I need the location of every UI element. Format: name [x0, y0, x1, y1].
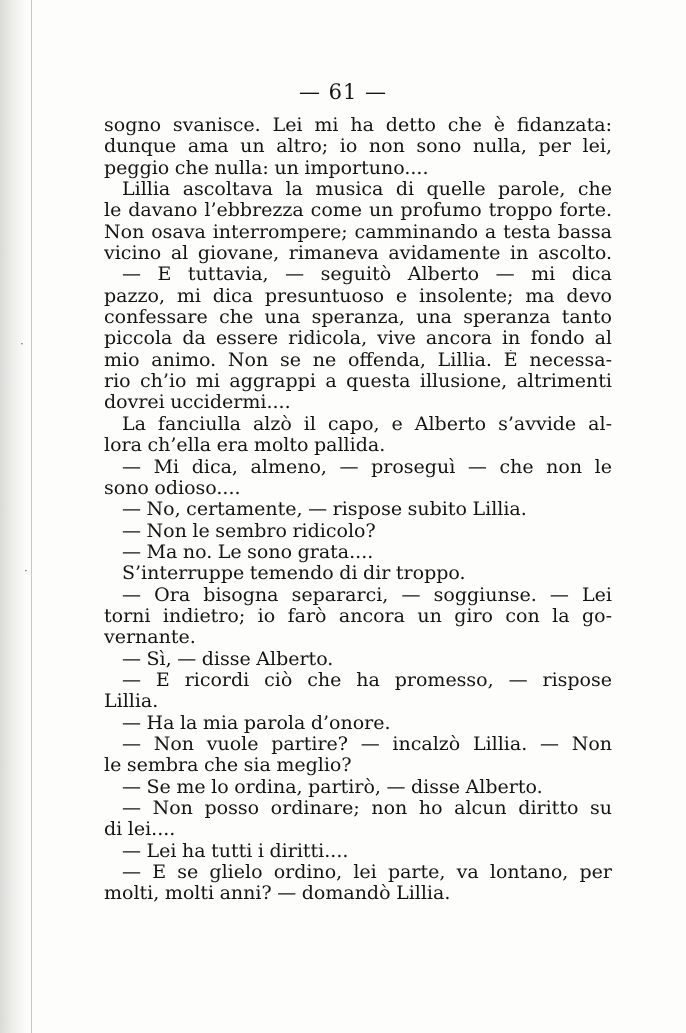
text-line: vicino al giovane, rimaneva avidamente in ascolto. [104, 243, 612, 265]
text-line: Non osava interrompere; camminando a testa bassa [104, 221, 612, 243]
text-line: rio ch’io mi aggrappi a questa illusione, altrimenti [104, 371, 612, 393]
text-line: le sembra che sia meglio? [104, 755, 352, 777]
text-line: dunque ama un altro; io non sono nulla, per lei, [104, 136, 612, 158]
text-line: molti, molti anni? — domandò Lillia. [104, 883, 451, 905]
text-line: di lei.... [104, 819, 176, 841]
text-line: — Non vuole partire? — incalzò Lillia. — Non [122, 733, 612, 755]
text-line: sogno svanisce. Lei mi ha detto che è fidanzata: [104, 115, 612, 136]
text-line: — Sì, — disse Alberto. [122, 648, 334, 670]
binding-edge-line [31, 0, 32, 1033]
text-line: pazzo, mi dica presuntuoso e insolente; ma devo [104, 285, 612, 307]
text-line: vernante. [104, 627, 196, 649]
body-text [104, 115, 612, 905]
margin-speck: · [20, 337, 24, 351]
text-line: le davano l’ebbrezza come un profumo troppo forte. [104, 200, 612, 222]
text-line: — Non le sembro ridicolo? [122, 520, 376, 542]
text-line: — Ma no. Le sono grata.... [122, 541, 374, 563]
text-line: Lillia. [104, 691, 159, 713]
text-line: S’interruppe temendo di dir troppo. [122, 563, 466, 585]
text-line: — Ora bisogna separarci, — soggiunse. — Lei [122, 584, 612, 606]
text-line: La fanciulla alzò il capo, e Alberto s’avvide al- [122, 413, 612, 435]
text-line: — Non posso ordinare; non ho alcun diritto su [122, 798, 612, 819]
text-line: — Ha la mia parola d’onore. [122, 712, 391, 734]
text-line: — E ricordi ciò che ha promesso, — rispose [122, 669, 612, 691]
text-line: peggio che nulla: un importuno.... [104, 157, 429, 179]
margin-speck: · [24, 564, 28, 578]
text-line: — Lei ha tutti i diritti.... [122, 840, 349, 862]
text-line: torni indietro; io farò ancora un giro con la go- [104, 605, 612, 627]
text-line: — E tuttavia, — seguitò Alberto — mi dica [122, 264, 612, 286]
text-line: dovrei uccidermi.... [104, 392, 291, 414]
text-line: piccola da essere ridicola, vive ancora in fondo al [104, 328, 612, 350]
text-line: — No, certamente, — rispose subito Lillia. [122, 499, 527, 521]
text-line: Lillia ascoltava la musica di quelle parole, che [122, 179, 612, 201]
text-line: sono odioso.... [104, 477, 241, 499]
text-line: mio animo. Non se ne offenda, Lillia. È necessa- [104, 349, 612, 371]
binding-shadow [0, 0, 26, 1033]
text-line: — E se glielo ordino, lei parte, va lontano, per [122, 862, 612, 884]
page-number: — 61 — [298, 80, 388, 104]
text-line: lora ch’ella era molto pallida. [104, 435, 386, 457]
text-line: confessare che una speranza, una speranza tanto [104, 307, 612, 329]
text-line: — Mi dica, almeno, — proseguì — che non le [122, 456, 612, 478]
text-line: — Se me lo ordina, partirò, — disse Alberto. [122, 776, 543, 798]
